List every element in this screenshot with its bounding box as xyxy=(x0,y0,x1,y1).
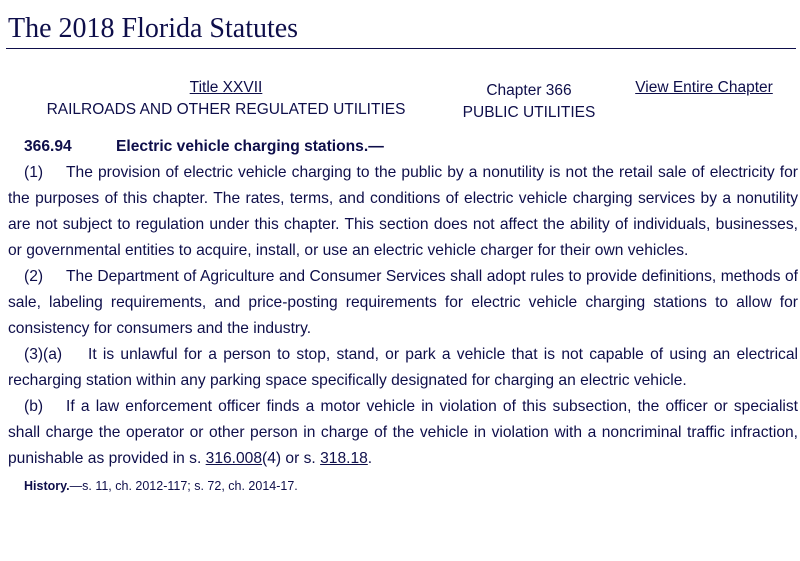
section-heading xyxy=(8,134,798,160)
catchline-dash: — xyxy=(368,138,384,155)
section-catchline: Electric vehicle charging stations. xyxy=(116,138,369,155)
chapter-label: Chapter 366 xyxy=(486,82,572,99)
subsection-1 xyxy=(8,160,798,264)
subsection-2 xyxy=(8,264,798,342)
subsection-text: If a law enforcement officer finds a motor vehicle in violation of this subsection, the officer or specialist shall charge the operator or other person in charge of the vehicle in violation with a noncriminal traffic infraction, punishable as provided in s. xyxy=(8,398,798,467)
statute-link-318-18[interactable]: 318.18 xyxy=(320,450,368,467)
subsection-3a xyxy=(8,342,798,394)
subsection-mark: (2) xyxy=(24,268,44,285)
subsection-mark: (b) xyxy=(24,398,44,415)
chapter-name: PUBLIC UTILITIES xyxy=(462,104,596,121)
title-name: RAILROADS AND OTHER REGULATED UTILITIES xyxy=(46,101,406,118)
title-link[interactable]: Title XXVII xyxy=(189,79,263,96)
history-note xyxy=(8,477,798,495)
view-entire-chapter-link[interactable]: View Entire Chapter xyxy=(635,79,773,96)
subsection-mark: (1) xyxy=(24,164,44,181)
history-text: —s. 11, ch. 2012-117; s. 72, ch. 2014-17. xyxy=(69,479,298,493)
title-divider xyxy=(6,48,796,49)
subsection-text: . xyxy=(367,450,373,467)
chapter-nav xyxy=(454,80,604,124)
site-title: The 2018 Florida Statutes xyxy=(8,13,299,44)
subsection-3b xyxy=(8,394,798,472)
view-chapter-nav xyxy=(624,77,784,99)
subsection-text: It is unlawful for a person to stop, stand, or park a vehicle that is not capable of using an electrical recharging station within any parking space specifically designated for charging an electric vehicle. xyxy=(8,346,798,389)
statute-link-316-008[interactable]: 316.008 xyxy=(205,450,263,467)
subsection-mark: (3)(a) xyxy=(24,346,63,363)
history-label: History. xyxy=(24,479,70,493)
subsection-text: The provision of electric vehicle charging to the public by a nonutility is not the retail sale of electricity for the purposes of this chapter. The rates, terms, and conditions of electric vehicle charging services by a nonutility are not subject to regulation under this chapter. This section does not affect the ability of individuals, businesses, or governmental entities to acquire, install, or use an electric vehicle charger for their own vehicles. xyxy=(8,164,798,259)
statute-section xyxy=(8,134,798,495)
section-number: 366.94 xyxy=(24,138,72,155)
title-nav xyxy=(36,77,416,121)
subsection-text: The Department of Agriculture and Consumer Services shall adopt rules to provide definitions, methods of sale, labeling requirements, and price-posting requirements for electric vehicle charging stations to allow for consistency for consumers and the industry. xyxy=(8,268,798,337)
subsection-text: (4) or s. xyxy=(262,450,321,467)
